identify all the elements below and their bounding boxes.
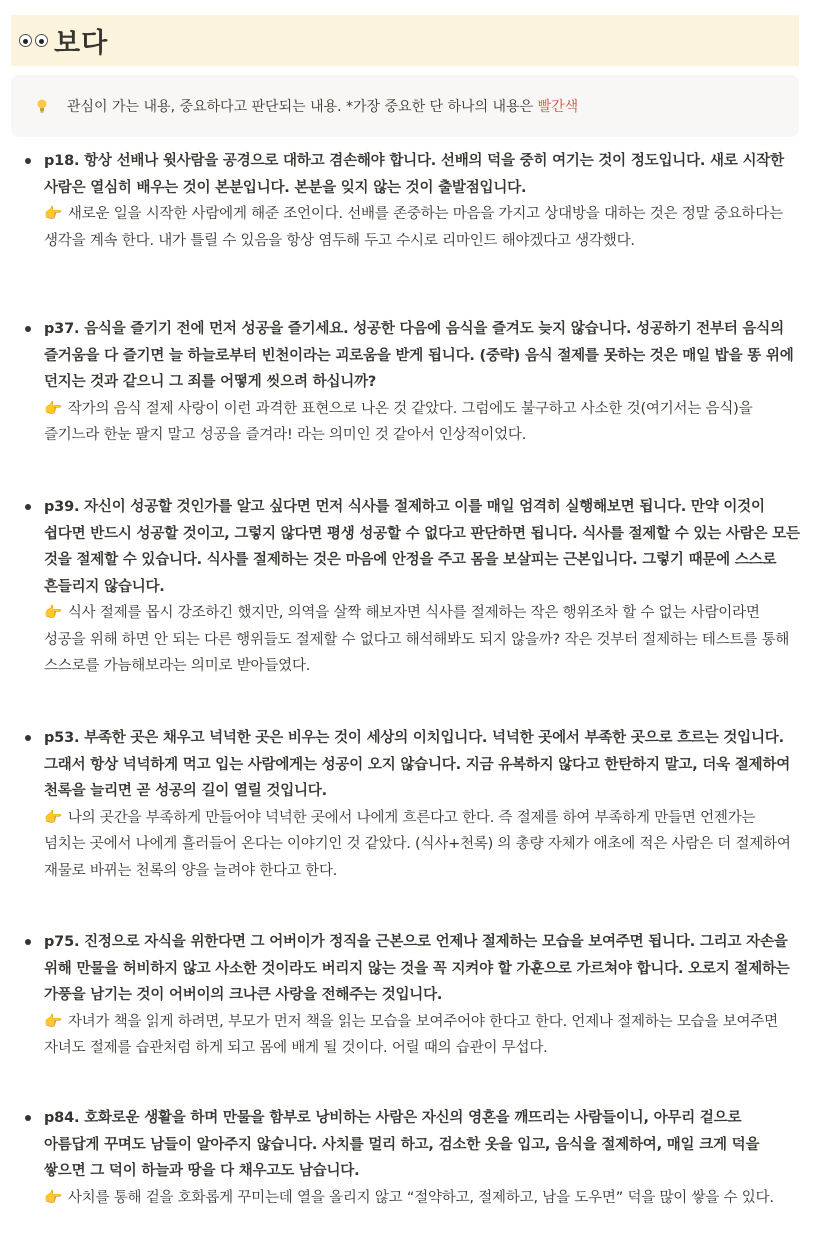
list-item <box>0 929 827 1062</box>
list-item <box>0 316 827 449</box>
pointing-hand-icon: 👉 <box>44 1189 62 1206</box>
eye-left-shape <box>19 34 32 47</box>
entry-quote: p37. 음식을 즐기기 전에 먼저 성공을 즐기세요. 성공한 다음에 음식을 즐겨도 늦지 않습니다. 성공하기 전부터 음식의 즐거움을 다 즐기면 늘 하늘로부터 빈천이라는 괴로움을 받게 됩니다. (중략) 음식 절제를 못하는 것은 매일 밥을 똥 위에 던지는 것과 같으니 그 죄를 어떻게 씻으려 하십니까? <box>44 321 794 390</box>
bullet-dot <box>25 1115 31 1121</box>
entry-note <box>44 600 800 680</box>
callout-text <box>67 96 578 116</box>
entry-note-text: 나의 곳간을 부족하게 만들어야 넉넉한 곳에서 나에게 흐른다고 한다. 즉 절제를 하여 부족하게 만들면 언젠가는 넘치는 곳에서 나에게 흘러들어 온다는 이야기인 것 같았다. (식사+천록) 의 총량 자체가 애초에 적은 사람은 더 절제하여 재물로 바뀌는 천록의 양을 늘려야 한다고 한다. <box>44 809 791 879</box>
list-item <box>0 725 827 884</box>
entry-note-text: 새로운 일을 시작한 사람에게 해준 조언이다. 선배를 존중하는 마음을 가지고 상대방을 대하는 것은 정말 중요하다는 생각을 계속 한다. 내가 틀릴 수 있음을 항상 염두해 두고 수시로 리마인드 해야겠다고 생각했다. <box>44 206 783 249</box>
pointing-hand-icon: 👉 <box>44 1013 62 1030</box>
pointing-hand-icon: 👉 <box>44 605 62 621</box>
entry-note-text: 자녀가 책을 읽게 하려면, 부모가 먼저 책을 읽는 모습을 보여주어야 한다고 한다. 언제나 절제하는 모습을 보여주면 자녀도 절제를 습관처럼 하게 되고 몸에 배게 될 것이다. 어릴 때의 습관이 무섭다. <box>44 1013 778 1056</box>
bullet-dot <box>25 939 31 945</box>
entry-note <box>44 805 800 885</box>
entry-quote: p18. 항상 선배나 윗사람을 공경으로 대하고 겸손해야 합니다. 선배의 덕을 중히 여기는 것이 정도입니다. 새로 시작한 사람은 열심히 배우는 것이 본분입니다. 본분을 잊지 않는 것이 출발점입니다. <box>44 153 784 196</box>
callout-emphasis: 빨간색 <box>537 99 579 115</box>
entry-quote: p75. 진정으로 자식을 위한다면 그 어버이가 정직을 근본으로 언제나 절제하는 모습을 보여주면 됩니다. 그리고 자손을 위해 만물을 허비하지 않고 사소한 것이라도 버리지 않는 것을 꼭 지켜야 할 가훈으로 가르쳐야 합니다. 오로지 절제하는 가풍을 남기는 것이 어버이의 크나큰 사랑을 전해주는 것입니다. <box>44 934 790 1003</box>
entry-note-text: 사치를 통해 겉을 호화롭게 꾸미는데 열을 올리지 않고 “절약하고, 절제하고, 남을 도우면” 덕을 많이 쌓을 수 있다. <box>67 1189 774 1206</box>
bullet-dot <box>25 504 31 510</box>
entry-note <box>44 1185 800 1212</box>
list-item <box>0 148 827 254</box>
entry-note-text: 식사 절제를 몹시 강조하긴 했지만, 의역을 살짝 해보자면 식사를 절제하는 작은 행위조차 할 수 없는 사람이라면 성공을 위해 하면 안 되는 다른 행위들도 절제할 수 없다고 해석해봐도 되지 않을까? 작은 것부터 절제하는 테스트를 통해 스스로를 가늠해보라는 의미로 받아들였다. <box>44 605 790 674</box>
entry-note <box>44 1009 800 1062</box>
bullet-dot <box>25 735 31 741</box>
pointing-hand-icon: 👉 <box>44 206 62 222</box>
page-title: 보다 <box>54 28 109 59</box>
list-item <box>0 1105 827 1211</box>
entry-note-text: 작가의 음식 절제 사랑이 이런 과격한 표현으로 나온 것 같았다. 그럼에도 불구하고 사소한 것(여기서는 음식)을 즐기느라 한눈 팔지 말고 성공을 즐겨라! 라는 의미인 것 같아서 인상적이었다. <box>44 400 753 443</box>
eyes-icon <box>19 34 48 47</box>
callout-text-main: 관심이 가는 내용, 중요하다고 판단되는 내용. *가장 중요한 단 하나의 내용은 <box>67 99 538 115</box>
entry-quote: p39. 자신이 성공할 것인가를 알고 싶다면 먼저 식사를 절제하고 이를 매일 엄격히 실행해보면 됩니다. 만약 이것이 쉽다면 반드시 성공할 것이고, 그렇지 않다면 평생 성공할 수 없다고 판단하면 됩니다. 식사를 절제할 수 있는 사람은 모든 것을 절제할 수 있습니다. 식사를 절제하는 것은 마음에 안정을 주고 몸을 보살피는 근본입니다. 그렇기 때문에 스스로 흔들리지 않습니다. <box>44 499 800 595</box>
lightbulb-icon <box>33 97 51 115</box>
entry-note <box>44 201 800 254</box>
bullet-dot <box>25 326 31 332</box>
pointing-hand-icon: 👉 <box>44 809 62 826</box>
bullet-dot <box>25 158 31 164</box>
entry-note <box>44 396 800 449</box>
page-heading <box>11 15 799 66</box>
entry-quote: p53. 부족한 곳은 채우고 넉넉한 곳은 비우는 것이 세상의 이치입니다. 넉넉한 곳에서 부족한 곳으로 흐르는 것입니다. 그래서 항상 넉넉하게 먹고 입는 사람에게는 성공이 오지 않습니다. 지금 유복하지 않다고 한탄하지 말고, 더욱 절제하여 천록을 늘리면 곧 성공의 길이 열릴 것입니다. <box>44 730 791 799</box>
pointing-hand-icon: 👉 <box>44 400 62 417</box>
callout-box <box>11 75 799 137</box>
entry-quote: p84. 호화로운 생활을 하며 만물을 함부로 낭비하는 사람은 자신의 영혼을 깨뜨리는 사람들이니, 아무리 겉으로 아름답게 꾸며도 남들이 알아주지 않습니다. 사치를 멀리 하고, 검소한 옷을 입고, 음식을 절제하여, 매일 크게 덕을 쌓으면 그 덕이 하늘과 땅을 다 채우고도 남습니다. <box>44 1110 760 1179</box>
eye-right-shape <box>35 34 48 47</box>
list-item <box>0 494 827 680</box>
